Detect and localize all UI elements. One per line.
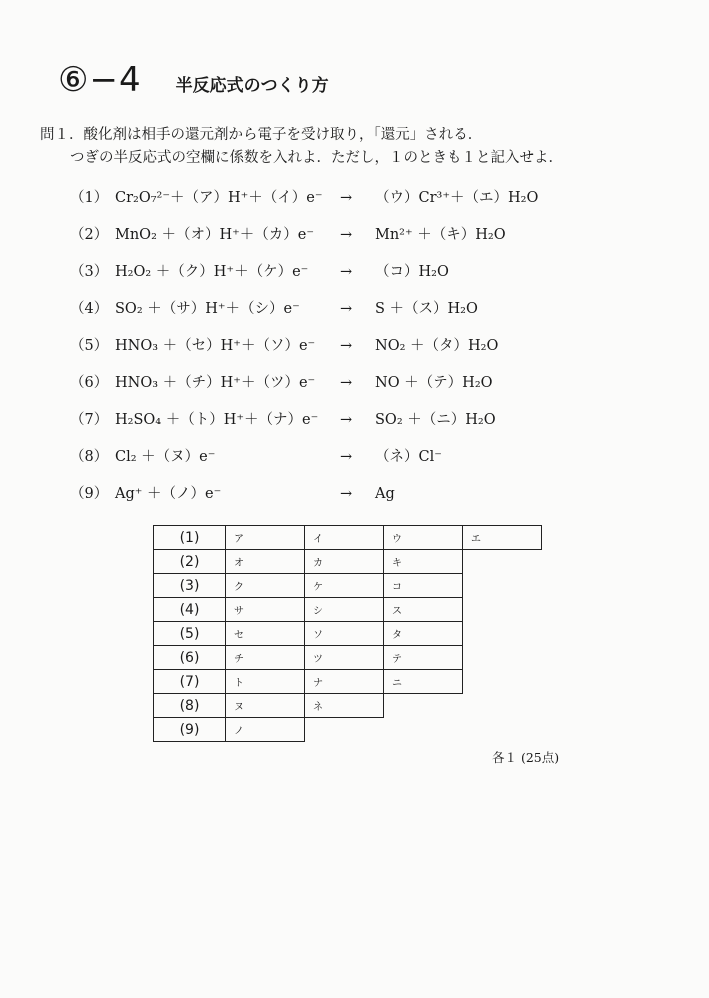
answer-cell[interactable]: ナ bbox=[305, 670, 384, 694]
page-header bbox=[58, 58, 329, 102]
answer-row bbox=[154, 670, 542, 694]
answer-row-number: (8) bbox=[154, 694, 226, 718]
table-spacer bbox=[463, 718, 542, 742]
table-spacer bbox=[463, 670, 542, 694]
equation-right-side: （ウ）Cr³⁺＋（エ）H₂O bbox=[375, 190, 539, 206]
answer-cell[interactable]: タ bbox=[384, 622, 463, 646]
answer-cell[interactable]: ネ bbox=[305, 694, 384, 718]
table-spacer bbox=[463, 550, 542, 574]
answer-cell[interactable]: エ bbox=[463, 526, 542, 550]
answer-row-number: (2) bbox=[154, 550, 226, 574]
answer-cell[interactable]: テ bbox=[384, 646, 463, 670]
answer-row bbox=[154, 694, 542, 718]
equation-number: （8） bbox=[70, 449, 109, 465]
answer-cell[interactable]: ウ bbox=[384, 526, 463, 550]
answer-row-number: (1) bbox=[154, 526, 226, 550]
answer-cell[interactable]: ニ bbox=[384, 670, 463, 694]
answer-row-number: (3) bbox=[154, 574, 226, 598]
equation-left-side: HNO₃ ＋（チ）H⁺＋（ツ）e⁻ bbox=[115, 375, 316, 391]
arrow-icon: → bbox=[340, 338, 353, 354]
equation-left-side: Ag⁺ ＋（ノ）e⁻ bbox=[115, 486, 222, 502]
table-spacer bbox=[384, 694, 463, 718]
answer-cell[interactable]: ク bbox=[226, 574, 305, 598]
equation-right-side: （ネ）Cl⁻ bbox=[375, 449, 442, 465]
equation-left-side: H₂O₂ ＋（ク）H⁺＋（ケ）e⁻ bbox=[115, 264, 309, 280]
equation-left-side: MnO₂ ＋（オ）H⁺＋（カ）e⁻ bbox=[115, 227, 315, 243]
table-spacer bbox=[463, 598, 542, 622]
equation-right-side: Ag bbox=[375, 486, 395, 502]
equation-right-side: S ＋（ス）H₂O bbox=[375, 301, 478, 317]
table-spacer bbox=[463, 694, 542, 718]
arrow-icon: → bbox=[340, 227, 353, 243]
section-number: ⑥−4 bbox=[58, 60, 142, 100]
answer-cell[interactable]: セ bbox=[226, 622, 305, 646]
arrow-icon: → bbox=[340, 449, 353, 465]
answer-row-number: (6) bbox=[154, 646, 226, 670]
equation-right-side: NO ＋（テ）H₂O bbox=[375, 375, 493, 391]
answer-cell[interactable]: カ bbox=[305, 550, 384, 574]
answer-cell[interactable]: ノ bbox=[226, 718, 305, 742]
answer-cell[interactable]: コ bbox=[384, 574, 463, 598]
equation-right-side: SO₂ ＋（ニ）H₂O bbox=[375, 412, 496, 428]
question-line-1: 問１．酸化剤は相手の還元剤から電子を受け取り，「還元」される． bbox=[40, 127, 483, 143]
answer-cell[interactable]: ア bbox=[226, 526, 305, 550]
answer-row bbox=[154, 598, 542, 622]
equation-left-side: HNO₃ ＋（セ）H⁺＋（ソ）e⁻ bbox=[115, 338, 316, 354]
arrow-icon: → bbox=[340, 301, 353, 317]
answer-row-number: (4) bbox=[154, 598, 226, 622]
equation-number: （1） bbox=[70, 190, 109, 206]
equation-number: （5） bbox=[70, 338, 109, 354]
answer-row bbox=[154, 526, 542, 550]
answer-cell[interactable]: オ bbox=[226, 550, 305, 574]
arrow-icon: → bbox=[340, 375, 353, 391]
equation-left-side: H₂SO₄ ＋（ト）H⁺＋（ナ）e⁻ bbox=[115, 412, 319, 428]
answer-row bbox=[154, 622, 542, 646]
answer-cell[interactable]: ヌ bbox=[226, 694, 305, 718]
equation-right-side: Mn²⁺ ＋（キ）H₂O bbox=[375, 227, 506, 243]
answer-row-number: (5) bbox=[154, 622, 226, 646]
answer-cell[interactable]: キ bbox=[384, 550, 463, 574]
answer-row bbox=[154, 574, 542, 598]
answer-row-number: (9) bbox=[154, 718, 226, 742]
answer-row bbox=[154, 550, 542, 574]
equation-right-side: NO₂ ＋（タ）H₂O bbox=[375, 338, 499, 354]
table-spacer bbox=[305, 718, 384, 742]
answer-cell[interactable]: サ bbox=[226, 598, 305, 622]
equation-number: （6） bbox=[70, 375, 109, 391]
equation-number: （2） bbox=[70, 227, 109, 243]
answer-cell[interactable]: ト bbox=[226, 670, 305, 694]
question-line-2: つぎの半反応式の空欄に係数を入れよ．ただし，１のときも１と記入せよ． bbox=[70, 150, 563, 166]
page-title: 半反応式のつくり方 bbox=[175, 75, 329, 96]
equation-number: （3） bbox=[70, 264, 109, 280]
table-spacer bbox=[463, 646, 542, 670]
answer-cell[interactable]: チ bbox=[226, 646, 305, 670]
arrow-icon: → bbox=[340, 412, 353, 428]
equation-left-side: Cr₂O₇²⁻＋（ア）H⁺＋（イ）e⁻ bbox=[115, 190, 323, 206]
arrow-icon: → bbox=[340, 190, 353, 206]
table-spacer bbox=[463, 574, 542, 598]
answer-cell[interactable]: ツ bbox=[305, 646, 384, 670]
arrow-icon: → bbox=[340, 264, 353, 280]
answer-row bbox=[154, 718, 542, 742]
answer-cell[interactable]: ソ bbox=[305, 622, 384, 646]
answer-row bbox=[154, 646, 542, 670]
equation-number: （4） bbox=[70, 301, 109, 317]
answer-cell[interactable]: ケ bbox=[305, 574, 384, 598]
equation-number: （9） bbox=[70, 486, 109, 502]
arrow-icon: → bbox=[340, 486, 353, 502]
answer-table bbox=[153, 525, 542, 742]
score-note: 各１ (25点) bbox=[492, 750, 560, 765]
equation-right-side: （コ）H₂O bbox=[375, 264, 449, 280]
equation-left-side: SO₂ ＋（サ）H⁺＋（シ）e⁻ bbox=[115, 301, 300, 317]
answer-cell[interactable]: ス bbox=[384, 598, 463, 622]
equation-left-side: Cl₂ ＋（ヌ）e⁻ bbox=[115, 449, 216, 465]
answer-cell[interactable]: シ bbox=[305, 598, 384, 622]
equation-number: （7） bbox=[70, 412, 109, 428]
table-spacer bbox=[384, 718, 463, 742]
answer-cell[interactable]: イ bbox=[305, 526, 384, 550]
table-spacer bbox=[463, 622, 542, 646]
answer-row-number: (7) bbox=[154, 670, 226, 694]
